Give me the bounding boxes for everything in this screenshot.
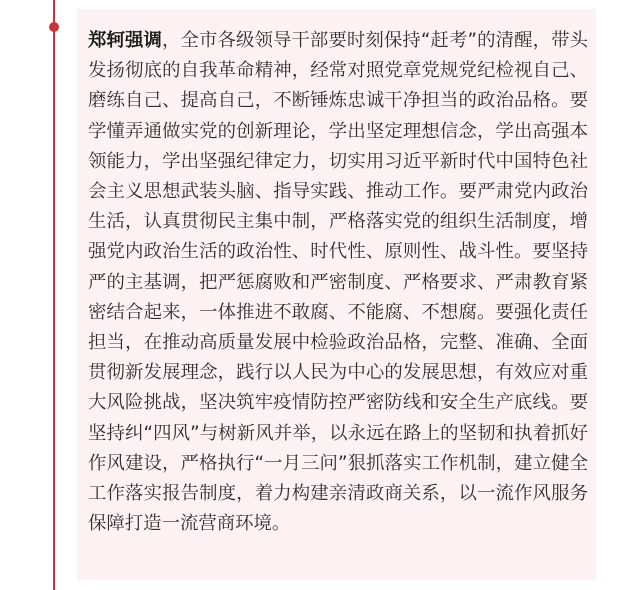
article-body: ，全市各级领导干部要时刻保持“赶考”的清醒，带头发扬彻底的自我革命精神，经常对照党章党规党纪检视自己、磨练自己、提高自己，不断锤炼忠诚干净担当的政治品格。要学懂弄通做实党的创新理论，学出坚定理想信念，学出高强本领能力，学出坚强纪律定力，切实用习近平新时代中国特色社会主义思想武装头脑、指导实践、推动工作。要严肃党内政治生活，认真贯彻民主集中制，严格落实党的组织生活制度，增强党内政治生活的政治性、时代性、原则性、战斗性。要坚持严的主基调，把严惩腐败和严密制度、严格要求、严肃教育紧密结合起来，一体推进不敢腐、不能腐、不想腐。要强化责任担当，在推动高质量发展中检验政治品格，完整、准确、全面贯彻新发展理念，践行以人民为中心的发展思想，有效应对重大风险挑战，坚决筑牢疫情防控严密防线和安全生产底线。要坚持纠“四风”与树新风并举，以永远在路上的坚韧和执着抓好作风建设，严格执行“一月三问”狠抓落实工作机制，建立健全工作落实报告制度，着力构建亲清政商关系，以一流作风服务保障打造一流营商环境。 bbox=[88, 30, 588, 535]
timeline-dot bbox=[49, 22, 59, 32]
article-paragraph bbox=[88, 26, 588, 539]
timeline-line bbox=[53, 0, 55, 590]
article-lead: 郑轲强调 bbox=[88, 30, 162, 51]
